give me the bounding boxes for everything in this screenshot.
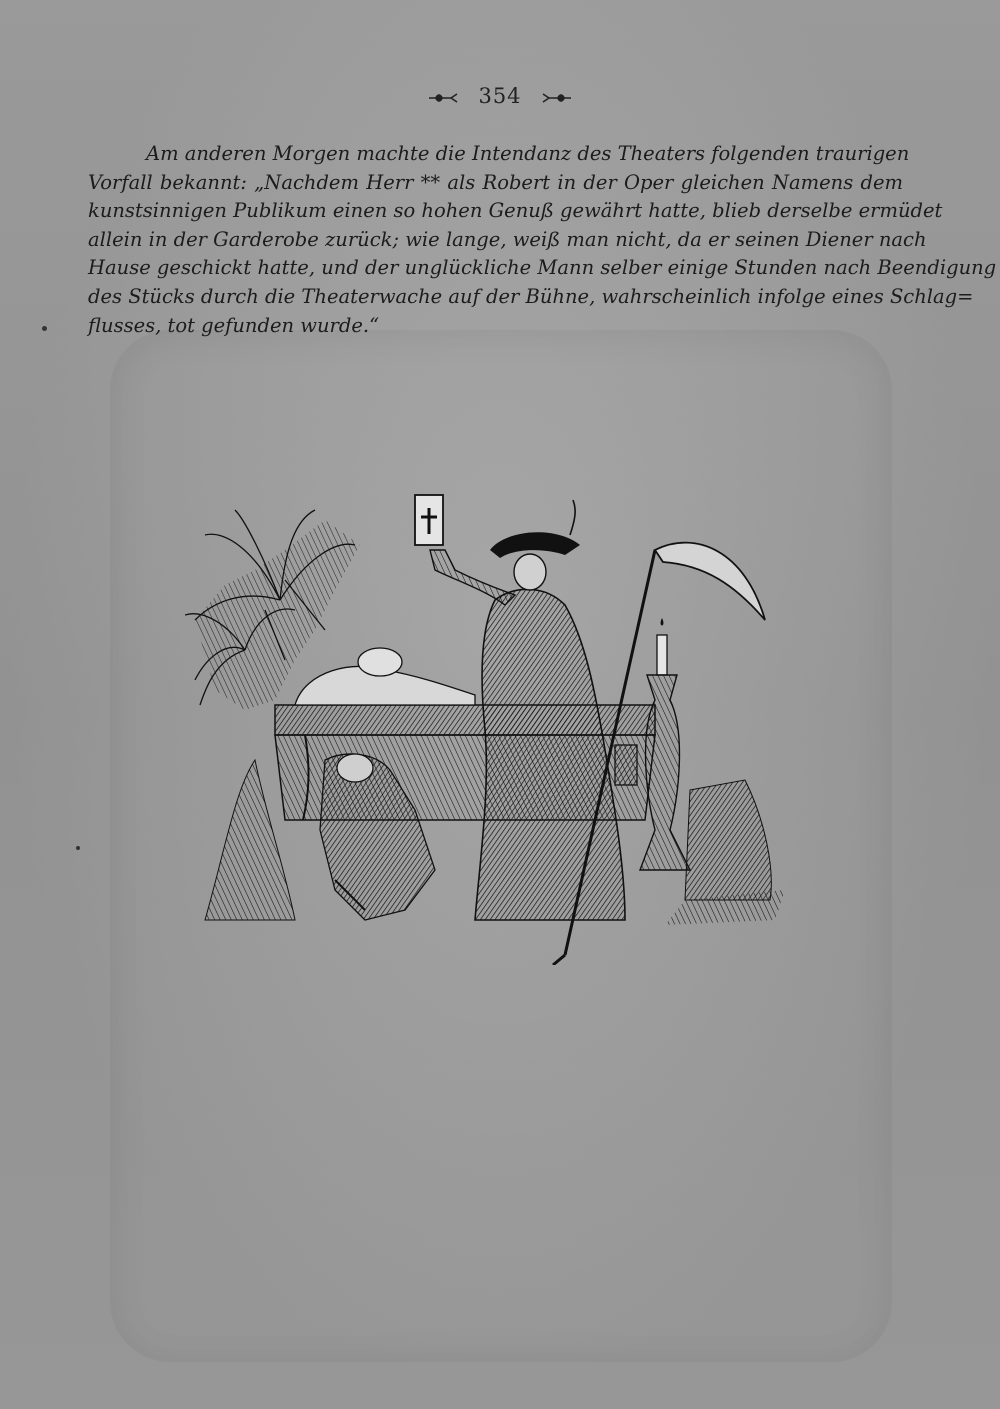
text-line: Am anderen Morgen machte die Intendanz des Theaters folgenden traurigen: [146, 142, 910, 165]
body-paragraph: [88, 140, 997, 340]
text-line: Vorfall bekannt: „Nachdem Herr ** als Robert in der Oper gleichen Namens dem: [88, 170, 903, 194]
page-header: [0, 84, 1000, 108]
speck-mark: [42, 326, 47, 331]
text-line: allein in der Garderobe zurück; wie lange, weiß man nicht, da er seinen Diener nach: [88, 227, 927, 251]
page-number: 354: [478, 84, 522, 108]
text-line: flusses, tot gefunden wurde.“: [88, 313, 380, 337]
text-line: Hause geschickt hatte, und der unglückliche Mann selber einige Stunden nach Beendigung: [88, 256, 997, 280]
death-engraving-illustration: [185, 490, 785, 965]
text-line: des Stücks durch die Theaterwache auf der Bühne, wahrscheinlich infolge eines Schlag=: [88, 284, 974, 308]
speck-mark: [76, 846, 80, 850]
text-line: kunstsinnigen Publikum einen so hohen Genuß gewährt hatte, blieb derselbe ermüdet: [88, 199, 943, 223]
left-ornament-icon: [427, 91, 459, 105]
right-ornament-icon: [541, 91, 573, 105]
